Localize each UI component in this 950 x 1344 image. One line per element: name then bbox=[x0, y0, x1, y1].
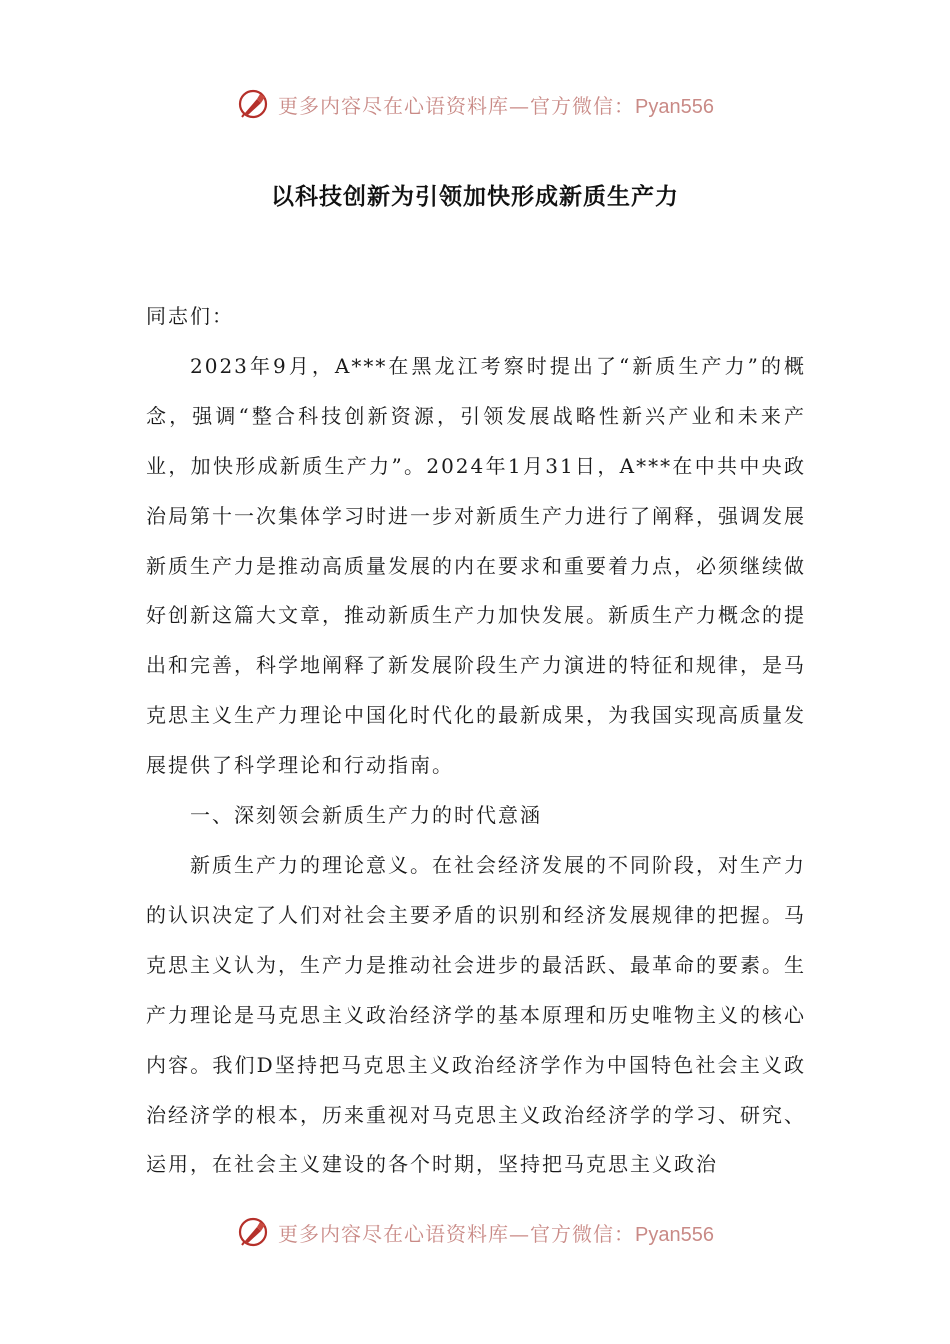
salutation: 同志们： bbox=[146, 304, 234, 328]
paragraph: 新质生产力的理论意义。在社会经济发展的不同阶段，对生产力的认识决定了人们对社会主要矛盾的识别和经济发展规律的把握。马克思主义认为，生产力是推动社会进步的最活跃、最革命的要素。生产力理论是马克思主义政治经济学的基本原理和历史唯物主义的核心内容。我们D坚持把马克思主义政治经济学作为中国特色社会主义政治经济学的根本，历来重视对马克思主义政治经济学的学习、研究、运用，在社会主义建设的各个时期，坚持把马克思主义政治 bbox=[146, 852, 806, 1177]
watermark-text: 更多内容尽在心语资料库—官方微信：Pyan556 bbox=[278, 1221, 714, 1246]
watermark-footer bbox=[0, 1210, 950, 1254]
document-body bbox=[146, 292, 806, 1190]
paragraph: 2023年9月，A***在黑龙江考察时提出了“新质生产力”的概念，强调“整合科技创新资源，引领发展战略性新兴产业和未来产业，加快形成新质生产力”。2024年1月31日，A***在中共中央政治局第十一次集体学习时进一步对新质生产力进行了阐释，强调发展新质生产力是推动高质量发展的内在要求和重要着力点，必须继续做好创新这篇大文章，推动新质生产力加快发展。新质生产力概念的提出和完善，科学地阐释了新发展阶段生产力演进的特征和规律，是马克思主义生产力理论中国化时代化的最新成果，为我国实现高质量发展提供了科学理论和行动指南。 bbox=[146, 353, 806, 778]
pen-nib-circle-icon bbox=[236, 1215, 270, 1249]
pen-nib-circle-icon bbox=[236, 87, 270, 121]
watermark-text: 更多内容尽在心语资料库—官方微信：Pyan556 bbox=[278, 93, 714, 118]
section-heading: 一、深刻领会新质生产力的时代意涵 bbox=[190, 803, 542, 828]
watermark-header bbox=[0, 82, 950, 126]
document-title: 以科技创新为引领加快形成新质生产力 bbox=[271, 184, 679, 210]
